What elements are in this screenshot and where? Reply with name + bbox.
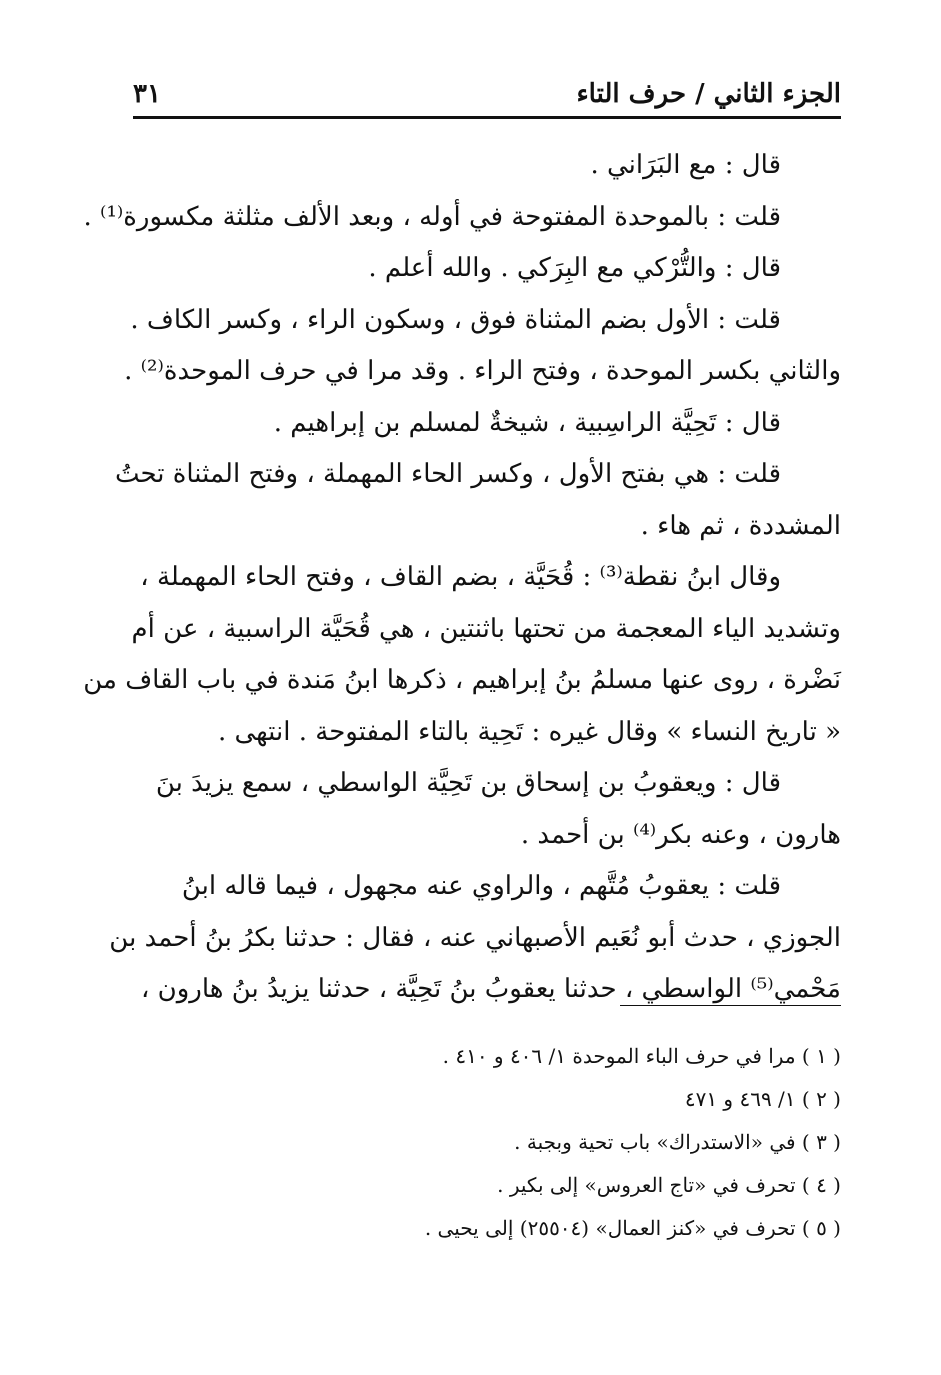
footnote: ( ٢ ) ١/ ٤٦٩ و ٤٧١ xyxy=(684,1087,841,1111)
body-line: قال : والتُّرْكي مع البِرَكي . والله أعلم . xyxy=(368,253,781,283)
footnote-rule xyxy=(620,1005,841,1006)
footnotes xyxy=(300,1035,841,1250)
body-line: الجوزي ، حدث أبو نُعَيم الأصبهاني عنه ، فقال : حدثنا بكرُ بنُ أحمد بن xyxy=(109,922,841,953)
footnote: ( ٣ ) في «الاستدراك» باب تحية وبجبة . xyxy=(514,1130,841,1154)
running-title: الجزء الثاني / حرف التاء xyxy=(576,79,841,109)
body-line: قال : مع البَرَاني . xyxy=(590,150,781,180)
body-line: وقال ابنُ نقطة⁽³⁾ : قُحَيَّة ، بضم القاف ، وفتح الحاء المهملة ، xyxy=(140,562,781,592)
body-line: قلت : بالموحدة المفتوحة في أوله ، وبعد الألف مثلثة مكسورة⁽¹⁾ . xyxy=(83,201,781,232)
body-line: وتشديد الياء المعجمة من تحتها باثنتين ، هي قُحَيَّة الراسبية ، عن أم xyxy=(131,613,841,644)
body-line: والثاني بكسر الموحدة ، وفتح الراء . وقد مرا في حرف الموحدة⁽²⁾ . xyxy=(124,356,841,386)
footnote: ( ٤ ) تحرف في «تاج العروس» إلى بكير . xyxy=(497,1173,841,1197)
body-line: هارون ، وعنه بكر⁽⁴⁾ بن أحمد . xyxy=(520,819,841,850)
body-line: قلت : يعقوبُ مُتَّهم ، والراوي عنه مجهول ، فيما قاله ابنُ xyxy=(181,871,781,901)
body-line: قال : ويعقوبُ بن إسحاق بن تَحِيَّة الواسطي ، سمع يزيدَ بنَ xyxy=(155,768,781,798)
body-line: قال : تَحِيَّة الراسِبية ، شيخةٌ لمسلم بن إبراهيم . xyxy=(273,407,781,438)
body-line: قلت : الأول بضم المثناة فوق ، وسكون الراء ، وكسر الكاف . xyxy=(130,304,781,335)
body-text xyxy=(83,140,841,1016)
body-line: مَحْمي⁽⁵⁾ الواسطي ، حدثنا يعقوبُ بنُ تَحِيَّة ، حدثنا يزيدُ بنُ هارون ، xyxy=(140,974,841,1004)
body-line: قلت : هي بفتح الأول ، وكسر الحاء المهملة ، وفتح المثناة تحتُ xyxy=(114,459,781,489)
body-line: نَضْرة ، روى عنها مسلمُ بنُ إبراهيم ، ذكرها ابنُ مَندة في باب القاف من xyxy=(83,665,841,695)
body-line: « تاريخ النساء » وقال غيره : تَحِية بالتاء المفتوحة . انتهى . xyxy=(217,716,841,747)
body-line: المشددة ، ثم هاء . xyxy=(640,510,841,541)
footnote: ( ٥ ) تحرف في «كنز العمال» (٢٥٥٠٤) إلى يحيى . xyxy=(424,1216,841,1240)
page-header xyxy=(133,72,841,116)
header-rule xyxy=(133,116,841,119)
footnote: ( ١ ) مرا في حرف الباء الموحدة ١/ ٤٠٦ و ٤١٠ . xyxy=(442,1044,841,1068)
page-number: ٣١ xyxy=(133,79,161,109)
